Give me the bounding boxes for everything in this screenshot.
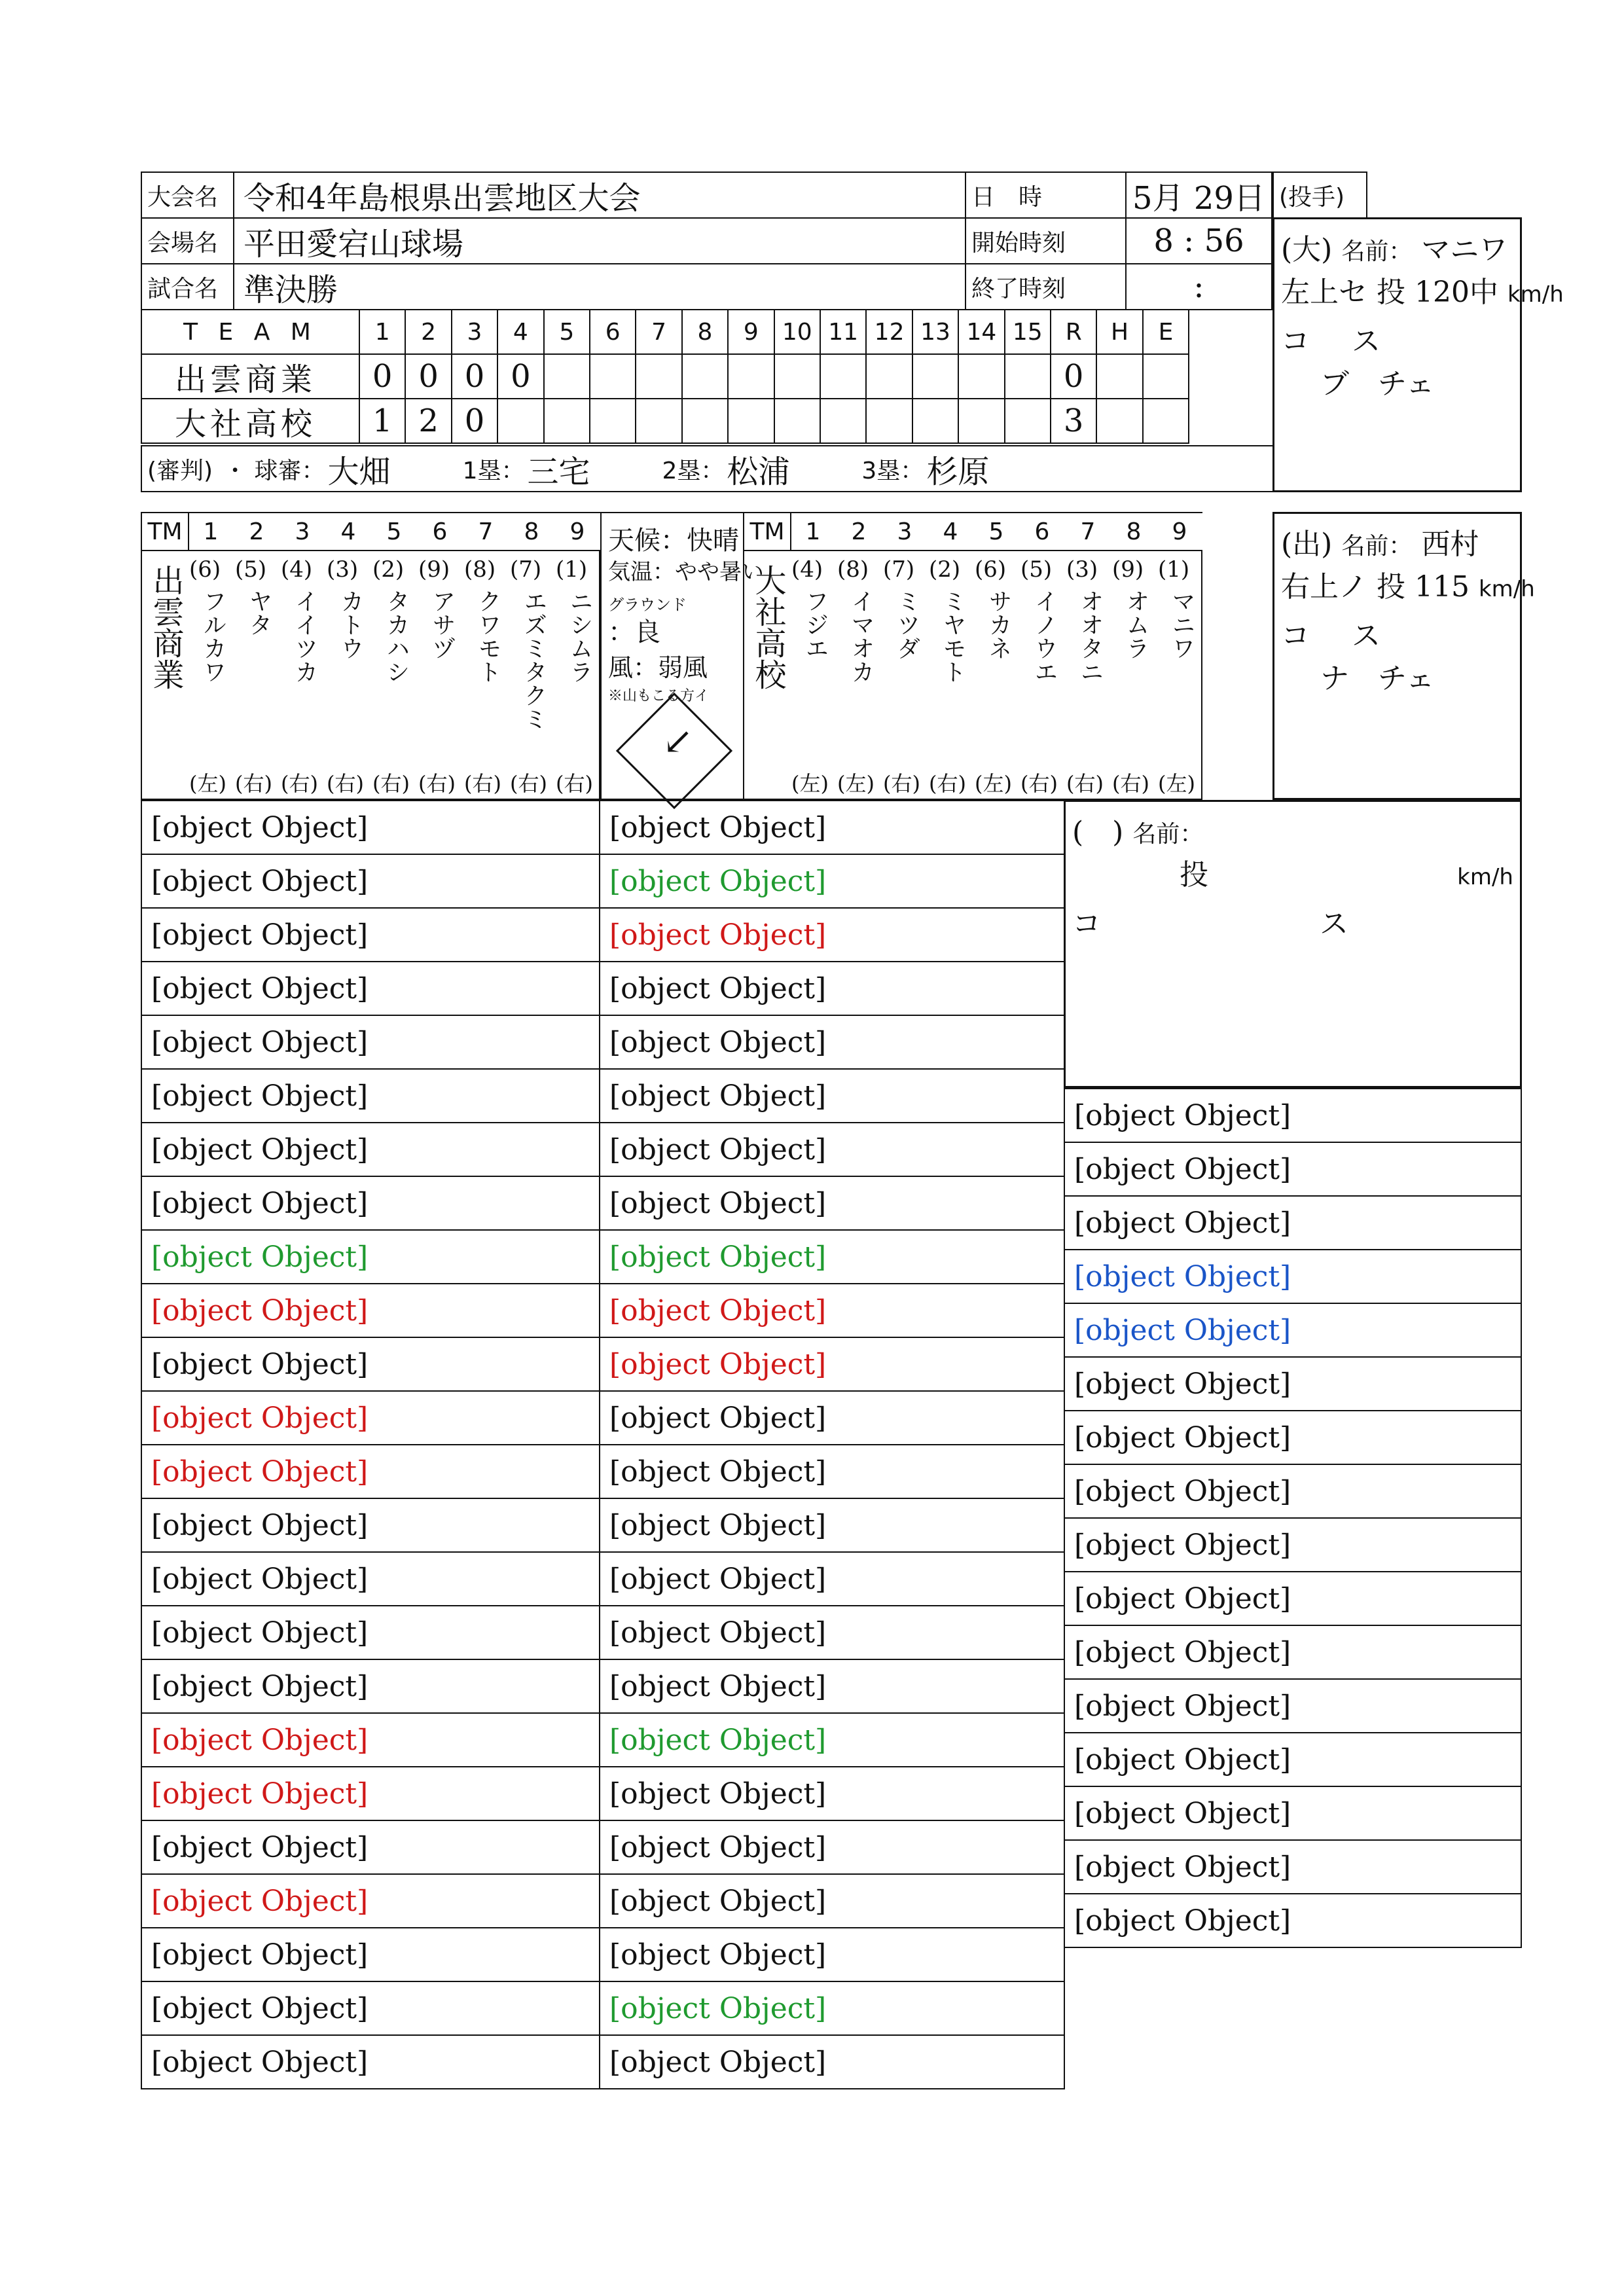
inning-score xyxy=(774,353,821,399)
daisha-player-pos: (3) xyxy=(1066,556,1098,583)
play-row: [object Object] xyxy=(1064,1356,1522,1411)
pitcher-panel-izumo xyxy=(1272,512,1535,800)
inning-score xyxy=(958,398,1005,444)
izumo-player-bat: (右) xyxy=(464,771,501,796)
izumo-player-pos: (9) xyxy=(418,556,450,583)
pitcher-school: (大) xyxy=(1281,233,1333,266)
condition-wind_note: ※山もこる方イ xyxy=(608,688,710,704)
start-time-value: 8 : 56 xyxy=(1125,217,1272,264)
inning-score xyxy=(1004,353,1051,399)
izumo-player-bat: (右) xyxy=(235,771,272,796)
play-row: [object Object] xyxy=(141,1390,600,1445)
daisha-player-name: オムラ xyxy=(1123,589,1149,660)
umpires-row xyxy=(141,445,1274,492)
inning-score: 0 xyxy=(451,353,498,399)
second-ump-label: 2塁： xyxy=(662,457,725,484)
daisha-player-name: オオタニ xyxy=(1077,589,1104,683)
play-row: [object Object] xyxy=(599,1444,1065,1499)
play-row: [object Object] xyxy=(1064,1303,1522,1358)
izumo-order-1: 1 xyxy=(188,512,234,551)
inning-score: 2 xyxy=(405,398,452,444)
daisha-player-name: ミツダ xyxy=(893,589,920,660)
inning-score xyxy=(774,398,821,444)
izumo-order-8: 8 xyxy=(509,512,554,551)
third-ump-label: 3塁： xyxy=(861,457,924,484)
play-row: [object Object] xyxy=(1064,1893,1522,1948)
rhe-R: R xyxy=(1050,309,1097,355)
inning-2: 2 xyxy=(405,309,452,355)
condition-weather: 天候：快晴 xyxy=(608,526,739,556)
play-row: [object Object] xyxy=(141,1229,600,1284)
play-row: [object Object] xyxy=(141,1283,600,1338)
pitcher-panel-blank xyxy=(1064,800,1522,1088)
inning-score xyxy=(589,353,636,399)
lineups xyxy=(141,512,1274,800)
pitcher-line xyxy=(1281,655,1513,696)
daisha-order-7: 7 xyxy=(1065,512,1111,551)
inning-15: 15 xyxy=(1004,309,1051,355)
daisha-player-name: フジエ xyxy=(802,589,829,660)
pitcher-name-label: 名前： xyxy=(1341,238,1413,265)
play-row: [object Object] xyxy=(599,961,1065,1016)
daisha-player-name: イノウエ xyxy=(1031,589,1058,683)
pitcher-throw-label: 投 xyxy=(1180,858,1208,892)
izumo-order-6: 6 xyxy=(417,512,463,551)
play-row: [object Object] xyxy=(599,2034,1065,2089)
daisha-player-bat: (右) xyxy=(929,771,966,796)
izumo-player-name: カトウ xyxy=(337,589,364,660)
third-ump: 杉原 xyxy=(926,453,990,490)
pitcher-speed: 115 xyxy=(1415,570,1470,604)
team-name: 大社高校 xyxy=(141,398,360,444)
pitcher-hand: 左上セ xyxy=(1281,276,1367,309)
play-row: [object Object] xyxy=(1064,1410,1522,1465)
pitcher-line xyxy=(1072,851,1513,893)
daisha-lineup-frame xyxy=(743,550,1202,800)
pitcher-name-label: 名前： xyxy=(1132,821,1204,848)
play-row: [object Object] xyxy=(599,854,1065,909)
play-row: [object Object] xyxy=(1064,1732,1522,1787)
play-row: [object Object] xyxy=(141,854,600,909)
izumo-player-pos: (8) xyxy=(464,556,496,583)
play-row: [object Object] xyxy=(141,1444,600,1499)
inning-score xyxy=(497,398,544,444)
inning-7: 7 xyxy=(635,309,682,355)
izumo-player-bat: (右) xyxy=(281,771,318,796)
inning-score xyxy=(589,398,636,444)
play-row: [object Object] xyxy=(599,1873,1065,1928)
izumo-order-5: 5 xyxy=(371,512,417,551)
inning-score xyxy=(543,353,590,399)
play-row: [object Object] xyxy=(141,1659,600,1714)
play-row: [object Object] xyxy=(141,1766,600,1821)
izumo-player-name: エズミタクミ xyxy=(520,589,547,731)
pitcher-su-label: ス xyxy=(1352,325,1380,358)
pitcher-throw-label: 投 xyxy=(1377,570,1405,604)
inning-10: 10 xyxy=(774,309,821,355)
pitcher-panel-daisha xyxy=(1272,217,1564,492)
inning-score xyxy=(820,353,867,399)
inning-score xyxy=(912,353,959,399)
inning-score xyxy=(958,353,1005,399)
pitcher-ko-label: コ xyxy=(1281,325,1310,358)
total-R: 3 xyxy=(1050,398,1097,444)
play-row: [object Object] xyxy=(599,1390,1065,1445)
daisha-order-3: 3 xyxy=(882,512,928,551)
inning-score xyxy=(681,398,729,444)
inning-score xyxy=(865,398,912,444)
game-label: 試合名 xyxy=(141,263,234,310)
izumo-player-bat: (右) xyxy=(418,771,456,796)
izumo-player-pos: (4) xyxy=(281,556,313,583)
inning-9: 9 xyxy=(727,309,774,355)
izumo-player-name: アサヅ xyxy=(429,589,456,660)
izumo-order-2: 2 xyxy=(234,512,280,551)
play-row: [object Object] xyxy=(599,1820,1065,1875)
inning-score xyxy=(912,398,959,444)
izumo-player-pos: (6) xyxy=(189,556,221,583)
pitcher-line xyxy=(1281,520,1513,562)
play-row: [object Object] xyxy=(599,1659,1065,1714)
play-row: [object Object] xyxy=(141,907,600,962)
pitcher-label: (投手) xyxy=(1272,172,1367,219)
play-row: [object Object] xyxy=(1064,1571,1522,1626)
inning-score xyxy=(1004,398,1051,444)
play-row: [object Object] xyxy=(1064,1625,1522,1680)
pitcher-unit: km/h xyxy=(1457,864,1513,890)
play-row: [object Object] xyxy=(141,2034,600,2089)
pitcher-unit: km/h xyxy=(1478,576,1535,602)
home-ump-label: ・ 球審： xyxy=(223,457,325,484)
play-row: [object Object] xyxy=(599,1122,1065,1177)
daisha-player-name: イマオカ xyxy=(848,589,875,683)
daisha-order-8: 8 xyxy=(1111,512,1157,551)
play-row: [object Object] xyxy=(141,1605,600,1660)
play-row: [object Object] xyxy=(141,1551,600,1606)
date-value: 5月 29日 xyxy=(1125,172,1272,219)
izumo-player-name: ニシムラ xyxy=(566,589,593,683)
izumo-order-3: 3 xyxy=(280,512,325,551)
daisha-player-pos: (5) xyxy=(1020,556,1053,583)
inning-score: 0 xyxy=(405,353,452,399)
total-H xyxy=(1096,353,1143,399)
pitcher-speed: 120中 xyxy=(1415,276,1498,309)
pitcher-line xyxy=(1281,268,1564,310)
izumo-player-bat: (左) xyxy=(189,771,226,796)
daisha-player-pos: (8) xyxy=(837,556,869,583)
condition-temp: 気温：やや暑い xyxy=(608,559,764,585)
daisha-order-1: 1 xyxy=(790,512,836,551)
condition-wind: 風：弱風 xyxy=(608,653,708,682)
inning-score: 1 xyxy=(359,398,406,444)
izumo-player-name: フルカワ xyxy=(200,589,226,683)
total-E xyxy=(1142,353,1189,399)
team-header: T E A M xyxy=(141,309,360,355)
end-time-label: 終了時刻 xyxy=(965,263,1127,310)
rhe-E: E xyxy=(1142,309,1189,355)
home-ump: 大畑 xyxy=(327,453,391,490)
pitcher-name: マニワ xyxy=(1421,233,1508,266)
play-row: [object Object] xyxy=(1064,1517,1522,1572)
play-row: [object Object] xyxy=(141,1176,600,1231)
date-label: 日 時 xyxy=(965,172,1127,219)
daisha-player-name: サカネ xyxy=(985,589,1012,660)
condition-ground: ：良 xyxy=(608,617,660,647)
play-row: [object Object] xyxy=(141,800,600,855)
conditions-box xyxy=(600,512,764,800)
pitcher-line xyxy=(1281,226,1513,268)
inning-11: 11 xyxy=(820,309,867,355)
pitcher-name: 西村 xyxy=(1421,528,1479,561)
daisha-player-name: ミヤモト xyxy=(939,589,966,683)
inning-4: 4 xyxy=(497,309,544,355)
play-row: [object Object] xyxy=(1064,1088,1522,1143)
daisha-order-4: 4 xyxy=(928,512,973,551)
pitcher-throw-label: 投 xyxy=(1377,276,1405,309)
daisha-player-bat: (左) xyxy=(791,771,829,796)
play-row: [object Object] xyxy=(599,1229,1065,1284)
daisha-order-6: 6 xyxy=(1019,512,1065,551)
izumo-player-bat: (右) xyxy=(510,771,547,796)
play-row: [object Object] xyxy=(599,1981,1065,2036)
izumo-player-pos: (1) xyxy=(556,556,588,583)
inning-13: 13 xyxy=(912,309,959,355)
izumo-player-name: イイツカ xyxy=(291,589,318,683)
izumo-order-9: 9 xyxy=(554,512,600,551)
inning-3: 3 xyxy=(451,309,498,355)
play-row: [object Object] xyxy=(599,1068,1065,1123)
team-name: 出雲商業 xyxy=(141,353,360,399)
pitcher-line xyxy=(1281,317,1513,359)
play-row: [object Object] xyxy=(141,1981,600,2036)
daisha-player-bat: (右) xyxy=(1020,771,1058,796)
pitcher-ko-label: コ xyxy=(1072,907,1101,941)
izumo-tm-label: TM xyxy=(141,512,189,551)
play-row: [object Object] xyxy=(141,1820,600,1875)
inning-score: 0 xyxy=(359,353,406,399)
izumo-player-pos: (5) xyxy=(235,556,267,583)
pitcher-notes: ナ チェ xyxy=(1320,662,1435,695)
play-row: [object Object] xyxy=(1064,1195,1522,1250)
pitcher-su-label: ス xyxy=(1320,907,1348,941)
pitcher-name-label: 名前： xyxy=(1341,533,1413,560)
daisha-player-pos: (9) xyxy=(1112,556,1144,583)
play-row: [object Object] xyxy=(1064,1678,1522,1733)
izumo-player-pos: (7) xyxy=(510,556,542,583)
linescore xyxy=(141,309,1274,446)
daisha-player-name: マニワ xyxy=(1168,589,1195,660)
play-row: [object Object] xyxy=(1064,1786,1522,1841)
play-row: [object Object] xyxy=(141,1337,600,1392)
inning-score xyxy=(865,353,912,399)
pitcher-line xyxy=(1281,360,1513,402)
second-ump: 松浦 xyxy=(727,453,790,490)
inning-score xyxy=(543,398,590,444)
inning-score: 0 xyxy=(497,353,544,399)
izumo-player-pos: (2) xyxy=(372,556,405,583)
total-R: 0 xyxy=(1050,353,1097,399)
tournament-label: 大会名 xyxy=(141,172,234,219)
izumo-player-name: タカハシ xyxy=(383,589,410,683)
pitcher-unit: km/h xyxy=(1507,281,1564,308)
venue-name: 平田愛宕山球場 xyxy=(233,217,966,264)
izumo-player-name: クワモト xyxy=(475,589,501,683)
inning-1: 1 xyxy=(359,309,406,355)
inning-score xyxy=(635,398,682,444)
daisha-player-pos: (4) xyxy=(791,556,823,583)
start-time-label: 開始時刻 xyxy=(965,217,1127,264)
umpires-label: (審判) xyxy=(147,457,213,484)
play-row: [object Object] xyxy=(599,1337,1065,1392)
pitcher-school: ( ) xyxy=(1072,816,1124,849)
play-row: [object Object] xyxy=(141,1712,600,1767)
play-row: [object Object] xyxy=(599,800,1065,855)
play-row: [object Object] xyxy=(599,1605,1065,1660)
play-row: [object Object] xyxy=(1064,1249,1522,1304)
play-row: [object Object] xyxy=(599,1283,1065,1338)
inning-score xyxy=(820,398,867,444)
play-row: [object Object] xyxy=(599,1176,1065,1231)
daisha-player-bat: (左) xyxy=(1158,771,1195,796)
daisha-player-bat: (右) xyxy=(1112,771,1149,796)
izumo-order-4: 4 xyxy=(325,512,371,551)
play-row: [object Object] xyxy=(141,1873,600,1928)
play-row: [object Object] xyxy=(599,1551,1065,1606)
play-row: [object Object] xyxy=(599,1927,1065,1982)
izumo-team-name: 出雲商業 xyxy=(147,564,184,690)
inning-6: 6 xyxy=(589,309,636,355)
inning-5: 5 xyxy=(543,309,590,355)
inning-12: 12 xyxy=(865,309,912,355)
inning-8: 8 xyxy=(681,309,729,355)
pitcher-line xyxy=(1281,563,1535,605)
izumo-player-pos: (3) xyxy=(327,556,359,583)
daisha-player-pos: (7) xyxy=(883,556,915,583)
izumo-player-bat: (右) xyxy=(327,771,364,796)
tournament-name: 令和4年島根県出雲地区大会 xyxy=(233,172,966,219)
daisha-order-5: 5 xyxy=(973,512,1019,551)
daisha-player-pos: (2) xyxy=(929,556,961,583)
pitcher-ko-label: コ xyxy=(1281,619,1310,653)
inning-14: 14 xyxy=(958,309,1005,355)
pitcher-line xyxy=(1072,808,1513,850)
daisha-player-bat: (左) xyxy=(837,771,875,796)
total-E xyxy=(1142,398,1189,444)
play-row: [object Object] xyxy=(141,1927,600,1982)
play-row: [object Object] xyxy=(1064,1464,1522,1519)
daisha-order-2: 2 xyxy=(836,512,882,551)
daisha-player-pos: (1) xyxy=(1158,556,1190,583)
play-row: [object Object] xyxy=(599,1015,1065,1070)
play-row: [object Object] xyxy=(1064,1142,1522,1197)
daisha-team-name: 大社高校 xyxy=(749,564,786,690)
izumo-order-7: 7 xyxy=(463,512,509,551)
play-row: [object Object] xyxy=(599,1498,1065,1553)
game-name: 準決勝 xyxy=(233,263,966,310)
daisha-player-pos: (6) xyxy=(975,556,1007,583)
play-row: [object Object] xyxy=(599,1712,1065,1767)
daisha-player-bat: (右) xyxy=(1066,771,1104,796)
end-time-value: : xyxy=(1125,263,1272,310)
first-ump: 三宅 xyxy=(527,453,590,490)
play-row: [object Object] xyxy=(1064,1839,1522,1894)
inning-score: 0 xyxy=(451,398,498,444)
izumo-player-name: ヤタ xyxy=(245,589,272,636)
izumo-player-bat: (右) xyxy=(556,771,593,796)
play-row: [object Object] xyxy=(599,1766,1065,1821)
inning-score xyxy=(681,353,729,399)
first-ump-label: 1塁： xyxy=(462,457,525,484)
daisha-player-bat: (右) xyxy=(883,771,920,796)
wind-arrow-icon: ↓ xyxy=(651,716,704,769)
daisha-order-9: 9 xyxy=(1157,512,1202,551)
izumo-player-bat: (右) xyxy=(372,771,410,796)
pitcher-hand: 右上ノ xyxy=(1281,570,1367,604)
play-row: [object Object] xyxy=(599,907,1065,962)
play-row: [object Object] xyxy=(141,961,600,1016)
play-row: [object Object] xyxy=(141,1068,600,1123)
play-row: [object Object] xyxy=(141,1015,600,1070)
play-row: [object Object] xyxy=(141,1122,600,1177)
pitcher-su-label: ス xyxy=(1352,619,1380,653)
total-H xyxy=(1096,398,1143,444)
inning-score xyxy=(635,353,682,399)
condition-ground_label: グラウンド xyxy=(608,596,687,614)
inning-score xyxy=(727,398,774,444)
play-row: [object Object] xyxy=(141,1498,600,1553)
daisha-tm-label: TM xyxy=(743,512,791,551)
pitcher-line xyxy=(1281,612,1513,654)
pitcher-line xyxy=(1072,900,1513,942)
inning-score xyxy=(727,353,774,399)
rhe-H: H xyxy=(1096,309,1143,355)
pitcher-school: (出) xyxy=(1281,528,1333,561)
pitcher-notes: ブ チェ xyxy=(1320,367,1435,401)
daisha-player-bat: (左) xyxy=(975,771,1012,796)
venue-label: 会場名 xyxy=(141,217,234,264)
